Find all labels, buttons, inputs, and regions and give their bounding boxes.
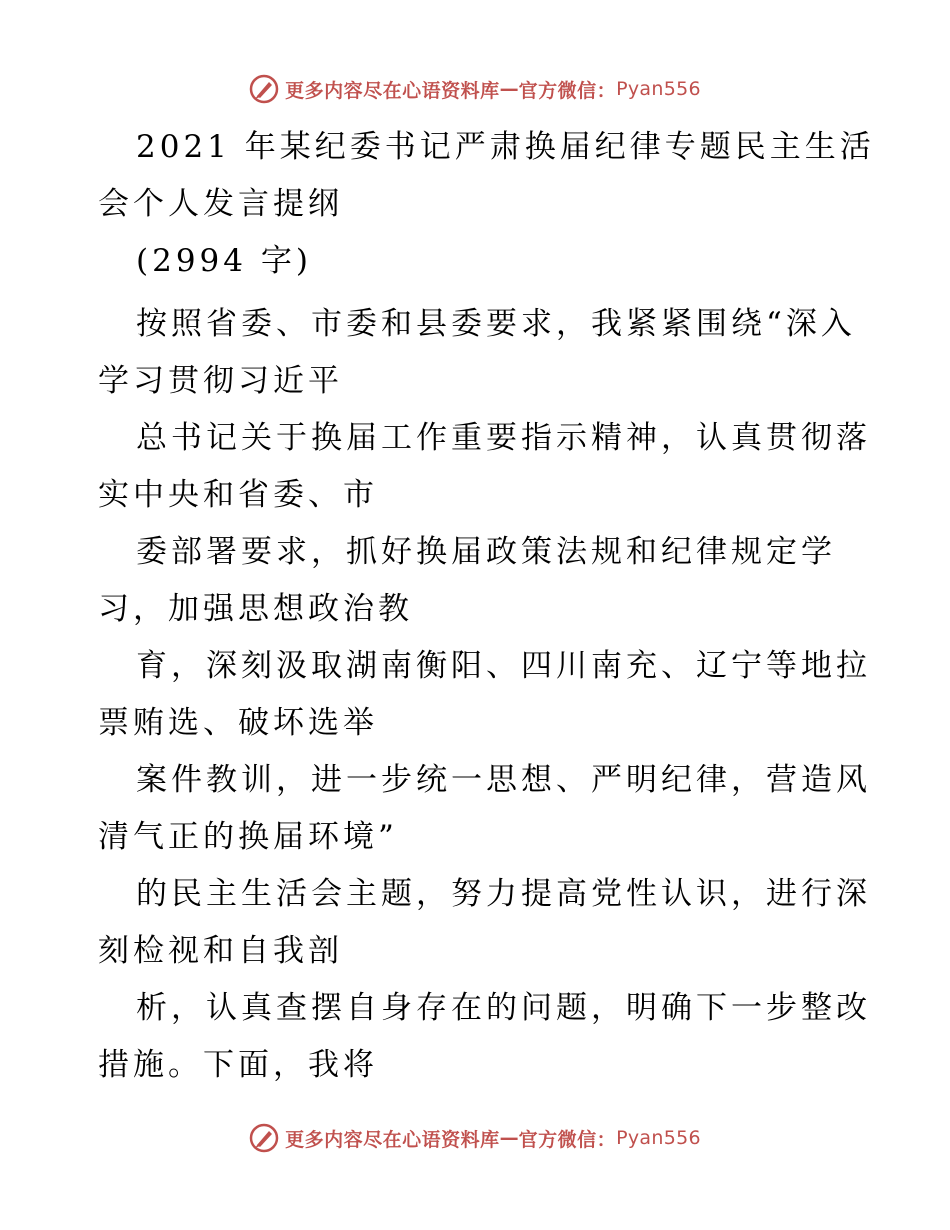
watermark-footer [0, 1123, 950, 1153]
document-title-line-1: 2021 年某纪委书记严肃换届纪律专题民主生活 [136, 129, 875, 165]
body-line: 委部署要求，抓好换届政策法规和纪律规定学 [136, 534, 836, 570]
body-line: 措施。下面，我将 [98, 1047, 378, 1083]
watermark-contact-label: 官方微信： [518, 79, 617, 102]
watermark-contact-label: 官方微信： [518, 1128, 617, 1151]
body-line: 票贿选、破坏选举 [98, 705, 378, 741]
body-line: 总书记关于换届工作重要指示精神，认真贯彻落 [136, 420, 871, 456]
watermark-text: 更多内容尽在心语资料库 [285, 1128, 500, 1151]
watermark-contact-id: Pyan556 [616, 78, 701, 100]
body-line: 析，认真查摆自身存在的问题，明确下一步整改 [136, 990, 871, 1026]
body-line: 习，加强思想政治教 [98, 591, 413, 627]
body-line: 育，深刻汲取湖南衡阳、四川南充、辽宁等地拉 [136, 648, 871, 684]
body-line: 清气正的换届环境” [98, 819, 398, 855]
pen-logo-icon [249, 1123, 279, 1153]
body-line: 的民主生活会主题，努力提高党性认识，进行深 [136, 876, 871, 912]
document-title-line-2: 会个人发言提纲 [98, 186, 343, 222]
word-count: (2994 字) [136, 243, 312, 279]
watermark-text: 更多内容尽在心语资料库 [285, 79, 500, 102]
body-line: 案件教训，进一步统一思想、严明纪律，营造风 [136, 762, 871, 798]
watermark-contact-id: Pyan556 [616, 1127, 701, 1149]
body-line: 实中央和省委、市 [98, 477, 378, 513]
pen-logo-icon [249, 74, 279, 104]
body-line: 刻检视和自我剖 [98, 933, 343, 969]
watermark-header [0, 74, 950, 104]
body-line: 学习贯彻习近平 [98, 363, 343, 399]
watermark-separator: — [499, 78, 519, 100]
watermark-separator: — [499, 1127, 519, 1149]
body-line: 按照省委、市委和县委要求，我紧紧围绕“深入 [136, 306, 856, 342]
